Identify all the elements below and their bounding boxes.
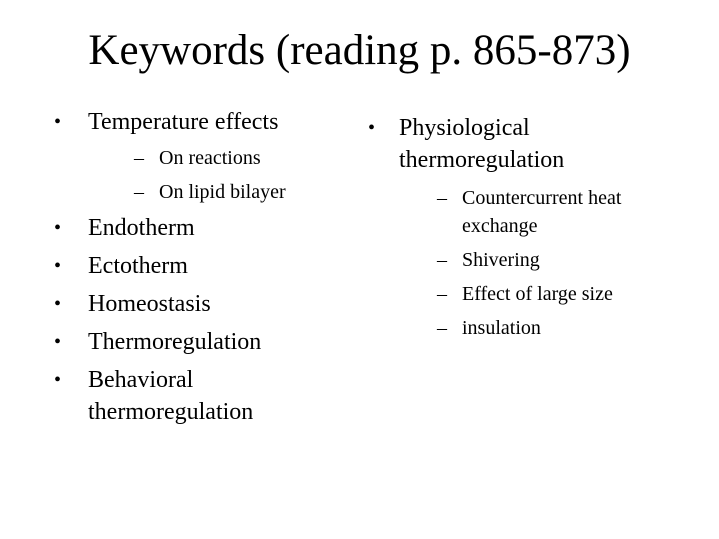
dash-icon: – bbox=[134, 147, 144, 169]
bullet-icon: • bbox=[54, 255, 62, 277]
subitem-label: Effect of large size bbox=[462, 283, 613, 305]
subitem-countercurrent-heat-exchange bbox=[399, 184, 698, 240]
dash-icon: – bbox=[437, 249, 447, 271]
list-item-homeostasis bbox=[48, 288, 348, 320]
sublist-physiological-thermoregulation bbox=[399, 184, 698, 342]
list-item-label: Homeostasis bbox=[88, 291, 211, 317]
list-item-label: Thermoregulation bbox=[88, 329, 262, 355]
subitem-label: Shivering bbox=[462, 249, 540, 271]
list-item-behavioral-thermoregulation bbox=[48, 364, 348, 428]
left-column-list bbox=[48, 106, 348, 428]
dash-icon: – bbox=[437, 317, 447, 339]
subitem-insulation bbox=[399, 314, 698, 342]
dash-icon: – bbox=[437, 283, 447, 305]
list-item-thermoregulation bbox=[48, 326, 348, 358]
subitem-on-lipid-bilayer bbox=[88, 178, 348, 206]
bullet-icon: • bbox=[54, 111, 62, 133]
slide-title: Keywords (reading p. 865-873) bbox=[88, 27, 631, 74]
list-item-endotherm bbox=[48, 212, 348, 244]
list-item-label: Physiological thermoregulation bbox=[399, 115, 565, 173]
subitem-label: On lipid bilayer bbox=[159, 181, 286, 203]
bullet-icon: • bbox=[54, 331, 62, 353]
bullet-icon: • bbox=[54, 217, 62, 239]
right-column-list bbox=[368, 112, 698, 342]
subitem-effect-of-large-size bbox=[399, 280, 698, 308]
subitem-on-reactions bbox=[88, 144, 348, 172]
list-item-label: Endotherm bbox=[88, 215, 195, 241]
subitem-label: On reactions bbox=[159, 147, 261, 169]
bullet-icon: • bbox=[54, 369, 62, 391]
bullet-icon: • bbox=[54, 293, 62, 315]
list-item-label: Behavioral thermoregulation bbox=[88, 367, 254, 425]
list-item-temperature-effects bbox=[48, 106, 348, 206]
bullet-icon: • bbox=[368, 117, 376, 139]
subitem-shivering bbox=[399, 246, 698, 274]
sublist-temperature-effects bbox=[88, 144, 348, 206]
dash-icon: – bbox=[437, 187, 447, 209]
subitem-label: Countercurrent heat exchange bbox=[462, 187, 622, 237]
subitem-label: insulation bbox=[462, 317, 541, 339]
list-item-label: Temperature effects bbox=[88, 109, 279, 135]
list-item-label: Ectotherm bbox=[88, 253, 188, 279]
dash-icon: – bbox=[134, 181, 144, 203]
list-item-ectotherm bbox=[48, 250, 348, 282]
list-item-physiological-thermoregulation bbox=[368, 112, 698, 342]
